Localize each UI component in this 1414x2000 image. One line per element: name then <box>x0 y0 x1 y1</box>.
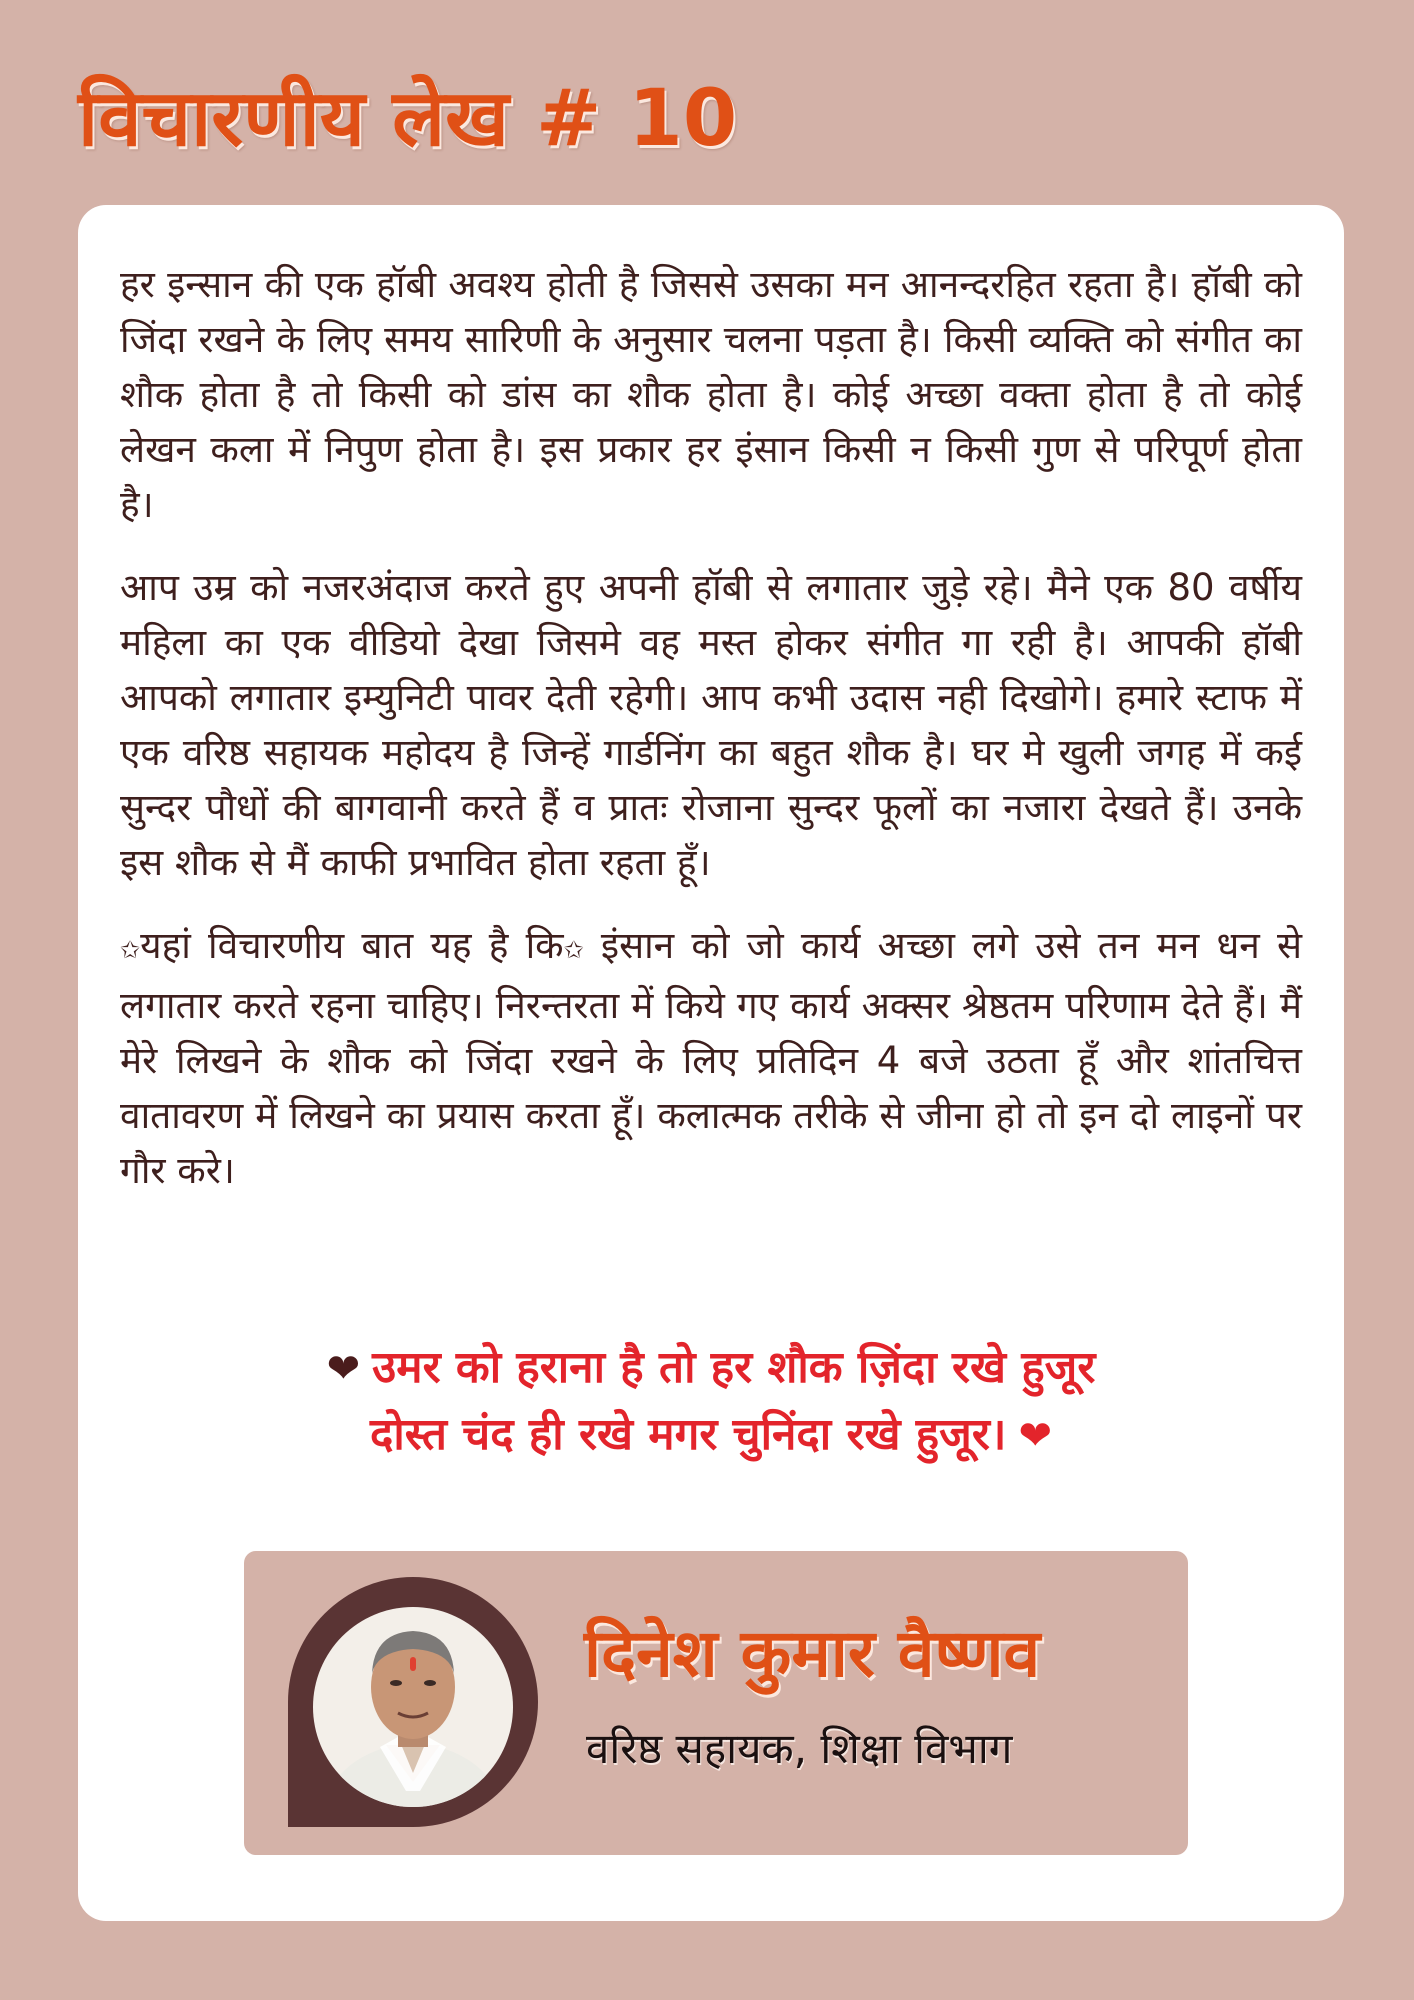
paragraph-3-rest: इंसान को जो कार्य अच्छा लगे उसे तन मन धन से लगातार करते रहना चाहिए। निरन्तरता में किये गए कार्य अक्सर श्रेष्ठतम परिणाम देते हैं। मैं मेरे लिखने के शौक को जिंदा रखने के लिए प्रतिदिन 4 बजे उठता हूँ और शांतचित्त वातावरण में लिखने का प्रयास करता हूँ। कलात्मक तरीके से जीना हो तो इन दो लाइनों पर गौर करे। <box>120 924 1302 1192</box>
couplet-line-1-text: उमर को हराना है तो हर शौक ज़िंदा रखे हुजूर <box>372 1342 1096 1393</box>
paragraph-1: हर इन्सान की एक हॉबी अवश्य होती है जिससे उसका मन आनन्दरहित रहता है। हॉबी को जिंदा रखने के लिए समय सारिणी के अनुसार चलना पड़ता है। किसी व्यक्ति को संगीत का शौक होता है तो किसी को डांस का शौक होता है। कोई अच्छा वक्ता होता है तो कोई लेखन कला में निपुण होता है। इस प्रकार हर इंसान किसी न किसी गुण से परिपूर्ण होता है। <box>120 263 1302 526</box>
paragraph-3-highlight: यहां विचारणीय बात यह है कि <box>140 924 564 967</box>
heart-icon: ❤ <box>326 1346 361 1392</box>
author-box <box>244 1551 1188 1855</box>
paragraph-3 <box>120 918 1302 1198</box>
author-photo <box>288 1577 538 1827</box>
star-icon: ✩ <box>563 936 584 964</box>
article-card <box>78 205 1344 1921</box>
author-name: दिनेश कुमार वैष्णव <box>584 1615 1041 1692</box>
star-icon: ✩ <box>120 936 141 964</box>
author-role: वरिष्ठ सहायक, शिक्षा विभाग <box>586 1724 1013 1773</box>
heart-icon: ❤ <box>1018 1413 1053 1459</box>
page-title: विचारणीय लेख # 10 <box>78 74 738 164</box>
couplet <box>120 1335 1302 1469</box>
couplet-line-2-text: दोस्त चंद ही रखे मगर चुनिंदा रखे हुजूर। <box>369 1409 1007 1460</box>
paragraph-2: आप उम्र को नजरअंदाज करते हुए अपनी हॉबी से लगातार जुड़े रहे। मैने एक 80 वर्षीय महिला का एक वीडियो देखा जिसमे वह मस्त होकर संगीत गा रही है। आपकी हॉबी आपको लगातार इम्युनिटी पावर देती रहेगी। आप कभी उदास नही दिखोगे। हमारे स्टाफ में एक वरिष्ठ सहायक महोदय है जिन्हें गार्डनिंग का बहुत शौक है। घर मे खुली जगह में कई सुन्दर पौधों की बागवानी करते हैं व प्रातः रोजाना सुन्दर फूलों का नजारा देखते हैं। उनके इस शौक से मैं काफी प्रभावित होता रहता हूँ। <box>120 566 1302 884</box>
article-body <box>120 257 1302 1226</box>
couplet-line-2 <box>120 1402 1302 1469</box>
author-avatar <box>288 1577 538 1827</box>
couplet-line-1 <box>120 1335 1302 1402</box>
